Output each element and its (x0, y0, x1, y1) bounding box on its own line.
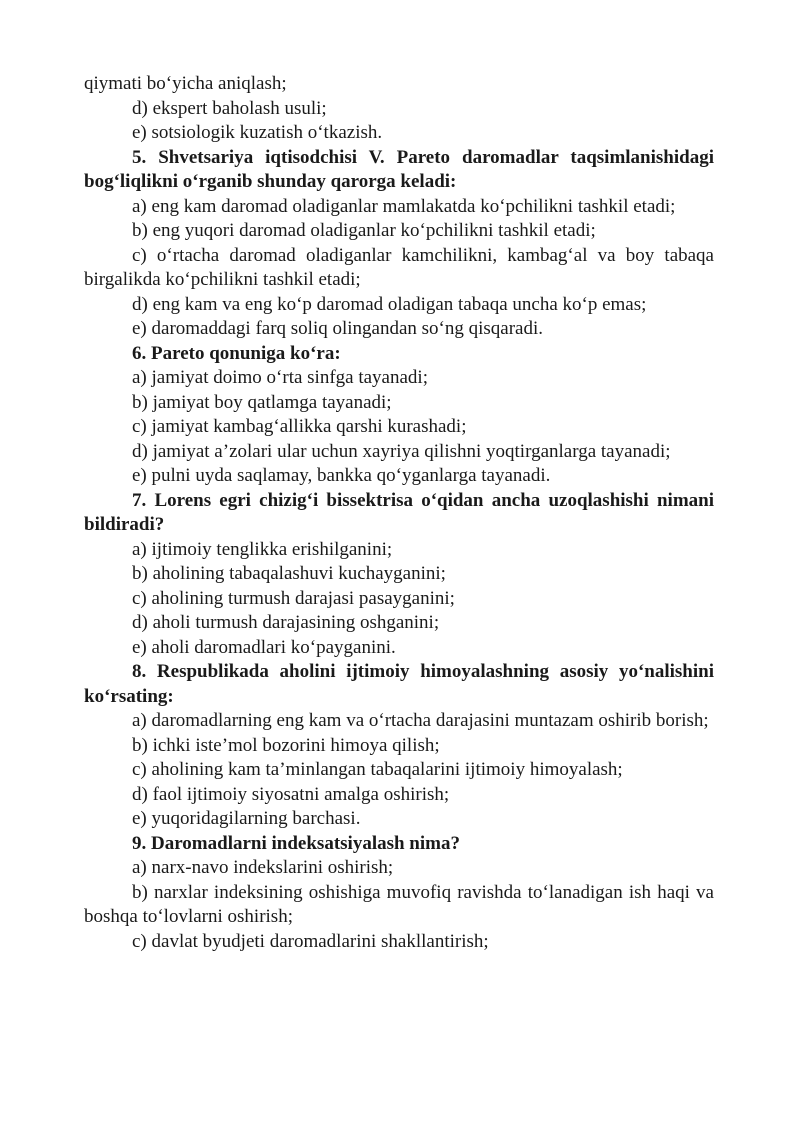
question-heading: 8. Respublikada aholini ijtimoiy himoyalashning asosiy yo‘nalishini ko‘rsating: (84, 661, 714, 707)
question-heading: 7. Lorens egri chizig‘i bissektrisa o‘qidan ancha uzoqlashishi nimani bildiradi? (84, 489, 714, 535)
answer-option: c) davlat byudjeti daromadlarini shakllantirish; (132, 930, 489, 952)
answer-option: b) eng yuqori daromad oladiganlar ko‘pchilikni tashkil etadi; (132, 220, 596, 241)
answer-option: a) jamiyat doimo o‘rta sinfga tayanadi; (132, 367, 428, 388)
answer-option: c) aholining turmush darajasi pasayganini; (132, 587, 455, 609)
answer-option: a) ijtimoiy tenglikka erishilganini; (132, 538, 393, 560)
answer-option: e) yuqoridagilarning barchasi. (132, 808, 361, 829)
answer-option: c) aholining kam ta’minlangan tabaqalarini ijtimoiy himoyalash; (132, 759, 623, 780)
answer-option: e) pulni uyda saqlamay, bankka qo‘yganlarga tayanadi. (132, 465, 551, 486)
answer-option: d) eng kam va eng ko‘p daromad oladigan tabaqa uncha ko‘p emas; (132, 293, 647, 315)
answer-option: d) jamiyat a’zolari ular uchun xayriya qilishni yoqtirganlarga tayanadi; (132, 440, 671, 462)
document-page (84, 72, 714, 954)
answer-option: c) o‘rtacha daromad oladiganlar kamchilikni, kambag‘al va boy tabaqa birgalikda ko‘pchilikni tashkil etadi; (84, 244, 714, 290)
question-heading: 9. Daromadlarni indeksatsiyalash nima? (132, 832, 460, 854)
question-heading: 6. Pareto qonuniga ko‘ra: (132, 342, 341, 364)
text-line: qiymati bo‘yicha aniqlash; (84, 73, 287, 94)
answer-option: e) sotsiologik kuzatish o‘tkazish. (132, 122, 383, 143)
answer-option: e) daromaddagi farq soliq olingandan so‘ng qisqaradi. (132, 318, 544, 339)
answer-option: b) ichki iste’mol bozorini himoya qilish; (132, 734, 440, 756)
answer-option: e) aholi daromadlari ko‘payganini. (132, 636, 396, 658)
question-heading: 5. Shvetsariya iqtisodchisi V. Pareto daromadlar taqsimlanishidagi bog‘liqlikni o‘rganib shunday qarorga keladi: (84, 146, 714, 192)
answer-option: a) eng kam daromad oladiganlar mamlakatda ko‘pchilikni tashkil etadi; (132, 195, 676, 217)
answer-option: c) jamiyat kambag‘allikka qarshi kurashadi; (132, 416, 467, 437)
answer-option: d) ekspert baholash usuli; (132, 97, 327, 119)
answer-option: b) aholining tabaqalashuvi kuchayganini; (132, 563, 446, 584)
answer-option: b) jamiyat boy qatlamga tayanadi; (132, 391, 392, 413)
answer-option: a) daromadlarning eng kam va o‘rtacha darajasini muntazam oshirib borish; (132, 710, 709, 731)
answer-option: a) narx-navo indekslarini oshirish; (132, 857, 394, 878)
answer-option: b) narxlar indeksining oshishiga muvofiq ravishda to‘lanadigan ish haqi va boshqa to‘lovlarni oshirish; (84, 881, 714, 927)
answer-option: d) faol ijtimoiy siyosatni amalga oshirish; (132, 783, 450, 805)
answer-option: d) aholi turmush darajasining oshganini; (132, 612, 440, 633)
